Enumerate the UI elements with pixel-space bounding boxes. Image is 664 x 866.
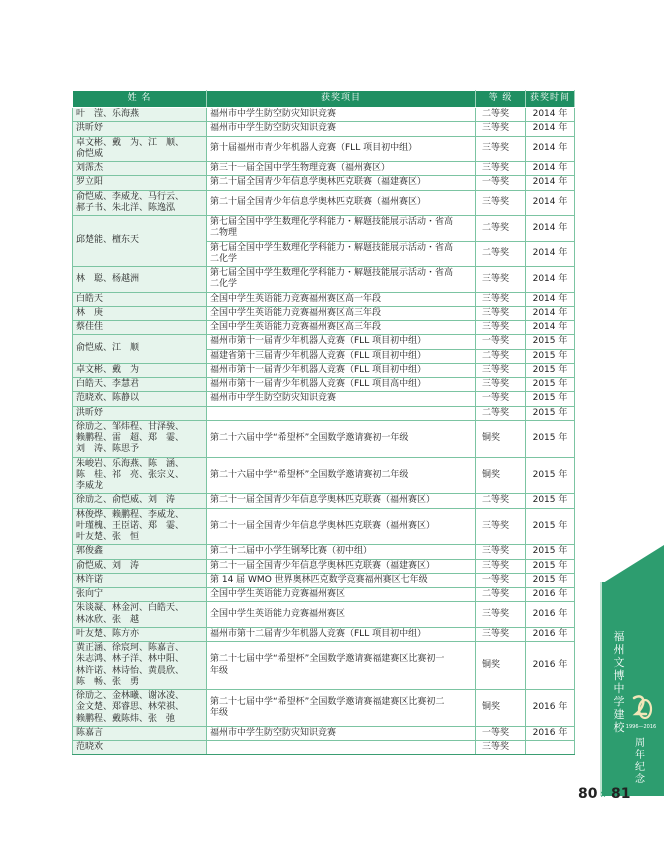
table-row — [73, 406, 575, 420]
winner-names: 叶 滢、乐海燕 — [73, 108, 207, 122]
award-item: 福州市中学生防空防灾知识竞赛 — [207, 726, 476, 740]
award-item — [207, 406, 476, 420]
table-row — [73, 690, 575, 727]
award-item: 福州市中学生防空防灾知识竞赛 — [207, 392, 476, 406]
winner-names: 罗立阳 — [73, 176, 207, 190]
award-grade: 一等奖 — [476, 335, 526, 349]
award-item: 福州市中学生防空防灾知识竞赛 — [207, 122, 476, 136]
award-year: 2015 年 — [526, 363, 575, 377]
awards-table — [72, 90, 575, 755]
award-grade: 铜奖 — [476, 690, 526, 727]
award-year: 2015 年 — [526, 349, 575, 363]
table-row — [73, 136, 575, 162]
anniversary-logo — [625, 690, 657, 732]
award-item: 第二十二届中小学生钢琴比赛（初中组） — [207, 545, 476, 559]
award-item: 福州市第十一届青少年机器人竞赛（FLL 项目高中组） — [207, 378, 476, 392]
award-grade: 二等奖 — [476, 241, 526, 267]
award-year: 2016 年 — [526, 690, 575, 727]
award-grade: 一等奖 — [476, 176, 526, 190]
award-year: 2014 年 — [526, 122, 575, 136]
award-item: 全国中学生英语能力竞赛福州赛区高三年段 — [207, 321, 476, 335]
award-grade: 二等奖 — [476, 349, 526, 363]
winner-names: 朱谈凝、林金河、白皓天、 林冰欣、张 越 — [73, 602, 207, 628]
winner-names: 俞恺威、李威龙、马行云、 郝子书、朱北洋、陈逸泓 — [73, 190, 207, 216]
table-row — [73, 190, 575, 216]
header-year: 获奖时间 — [526, 91, 575, 108]
award-year: 2015 年 — [526, 545, 575, 559]
table-row — [73, 162, 575, 176]
table-row — [73, 627, 575, 641]
award-item: 全国中学生英语能力竞赛福州赛区 — [207, 588, 476, 602]
award-item: 福州市第十一届青少年机器人竞赛（FLL 项目初中组） — [207, 363, 476, 377]
award-item: 第二十七届中学“希望杯”全国数学邀请赛福建赛区比赛初一 年级 — [207, 642, 476, 690]
award-item: 第二十七届中学“希望杯”全国数学邀请赛福建赛区比赛初二 年级 — [207, 690, 476, 727]
winner-names: 林 庚 — [73, 306, 207, 320]
award-grade: 铜奖 — [476, 420, 526, 457]
table-row — [73, 494, 575, 508]
award-grade: 三等奖 — [476, 267, 526, 293]
award-year: 2014 年 — [526, 241, 575, 267]
winner-names: 郭俊鑫 — [73, 545, 207, 559]
table-row — [73, 122, 575, 136]
award-grade: 一等奖 — [476, 392, 526, 406]
table-row — [73, 392, 575, 406]
award-year: 2016 年 — [526, 627, 575, 641]
page-number-separator: » — [600, 787, 608, 801]
award-grade: 三等奖 — [476, 363, 526, 377]
table-row — [73, 267, 575, 293]
award-grade: 三等奖 — [476, 627, 526, 641]
side-title: 福州文博中学建校 — [613, 630, 625, 734]
award-year: 2014 年 — [526, 321, 575, 335]
award-year: 2014 年 — [526, 267, 575, 293]
page-number-right: 81 — [611, 786, 631, 802]
award-grade: 三等奖 — [476, 292, 526, 306]
award-item: 第二十一届全国青少年信息学奥林匹克联赛（福州赛区） — [207, 508, 476, 545]
award-grade: 三等奖 — [476, 321, 526, 335]
award-year: 2015 年 — [526, 378, 575, 392]
award-year: 2015 年 — [526, 406, 575, 420]
award-grade: 三等奖 — [476, 741, 526, 755]
award-year: 2016 年 — [526, 642, 575, 690]
award-item: 第三十一届全国中学生物理竞赛（福州赛区） — [207, 162, 476, 176]
header-name: 姓 名 — [73, 91, 207, 108]
winner-names: 朱峻岩、乐海燕、陈 涵、 陈 桂、祁 亮、张宗义、 李威龙 — [73, 457, 207, 494]
winner-names: 蔡佳佳 — [73, 321, 207, 335]
award-year: 2014 年 — [526, 216, 575, 242]
award-item: 全国中学生英语能力竞赛福州赛区高一年段 — [207, 292, 476, 306]
award-year: 2015 年 — [526, 392, 575, 406]
winner-names: 俞恺威、江 顺 — [73, 335, 207, 364]
award-grade: 三等奖 — [476, 162, 526, 176]
award-year: 2014 年 — [526, 162, 575, 176]
award-item: 第二十六届中学“希望杯”全国数学邀请赛初一年级 — [207, 420, 476, 457]
table-row — [73, 363, 575, 377]
table-row — [73, 508, 575, 545]
award-grade: 二等奖 — [476, 108, 526, 122]
winner-names: 邱楚能、檀东天 — [73, 216, 207, 267]
table-row — [73, 457, 575, 494]
award-item: 第二十六届中学“希望杯”全国数学邀请赛初二年级 — [207, 457, 476, 494]
award-year: 2016 年 — [526, 602, 575, 628]
award-grade: 三等奖 — [476, 136, 526, 162]
header-grade: 等 级 — [476, 91, 526, 108]
table-row — [73, 588, 575, 602]
award-year: 2014 年 — [526, 292, 575, 306]
award-grade: 三等奖 — [476, 122, 526, 136]
award-item: 全国中学生英语能力竞赛福州赛区高三年段 — [207, 306, 476, 320]
anniversary-years: 1996—2016 — [625, 724, 657, 730]
award-item: 全国中学生英语能力竞赛福州赛区 — [207, 602, 476, 628]
award-item: 第二十一届全国青少年信息学奥林匹克联赛（福州赛区） — [207, 494, 476, 508]
award-year: 2016 年 — [526, 588, 575, 602]
award-grade: 三等奖 — [476, 559, 526, 573]
award-item: 第七届全国中学生数理化学科能力・解题技能展示活动・省高 二化学 — [207, 241, 476, 267]
winner-names: 洪昕妤 — [73, 406, 207, 420]
winner-names: 陈嘉言 — [73, 726, 207, 740]
award-year: 2015 年 — [526, 508, 575, 545]
winner-names: 林许诺 — [73, 573, 207, 587]
winner-names: 俞恺威、刘 涛 — [73, 559, 207, 573]
award-year: 2015 年 — [526, 559, 575, 573]
winner-names: 徐劢之、金林曦、谢冰凌、 金文楚、郑睿思、林荣祺、 赖鹏程、戴陈炜、张 弛 — [73, 690, 207, 727]
table-row — [73, 216, 575, 242]
award-year: 2014 年 — [526, 306, 575, 320]
winner-names: 徐劢之、邹炜程、甘泽骏、 赖鹏程、雷 超、郑 霎、 刘 涛、陈思予 — [73, 420, 207, 457]
award-item: 福州市中学生防空防灾知识竞赛 — [207, 108, 476, 122]
award-grade: 三等奖 — [476, 190, 526, 216]
table-row — [73, 545, 575, 559]
award-grade: 三等奖 — [476, 508, 526, 545]
table-row — [73, 420, 575, 457]
table-row — [73, 108, 575, 122]
award-grade: 三等奖 — [476, 378, 526, 392]
table-row — [73, 642, 575, 690]
winner-names: 白皓天、李慧君 — [73, 378, 207, 392]
award-grade: 一等奖 — [476, 573, 526, 587]
award-grade: 二等奖 — [476, 216, 526, 242]
award-grade: 铜奖 — [476, 457, 526, 494]
table-row — [73, 292, 575, 306]
award-grade: 三等奖 — [476, 545, 526, 559]
award-year: 2014 年 — [526, 176, 575, 190]
winner-names: 范晓欢 — [73, 741, 207, 755]
award-grade: 铜奖 — [476, 642, 526, 690]
award-item: 第七届全国中学生数理化学科能力・解题技能展示活动・省高 二化学 — [207, 267, 476, 293]
award-year: 2016 年 — [526, 726, 575, 740]
award-year: 2014 年 — [526, 108, 575, 122]
award-item: 福建省第十三届青少年机器人竞赛（FLL 项目初中组） — [207, 349, 476, 363]
winner-names: 黄正涵、徐宸珂、陈嘉言、 朱志鸿、林子洋、林中阳、 林许诺、林诗怡、黄晨欣、 陈 畅、张 勇 — [73, 642, 207, 690]
table-row — [73, 321, 575, 335]
table-row — [73, 602, 575, 628]
side-band — [600, 582, 664, 796]
award-year: 2015 年 — [526, 573, 575, 587]
side-subtitle: 周年纪念 — [635, 738, 645, 785]
table-row — [73, 335, 575, 349]
winner-names: 林 聪、杨越洲 — [73, 267, 207, 293]
award-item — [207, 741, 476, 755]
header-item: 获奖项目 — [207, 91, 476, 108]
winner-names: 洪昕妤 — [73, 122, 207, 136]
winner-names: 林俊烨、赖鹏程、李威龙、 叶瑾槐、王臣诺、郑 霎、 叶友楚、张 恒 — [73, 508, 207, 545]
award-year — [526, 741, 575, 755]
award-item: 福州市第十一届青少年机器人竞赛（FLL 项目初中组） — [207, 335, 476, 349]
award-year: 2015 年 — [526, 457, 575, 494]
table-row — [73, 741, 575, 755]
award-item: 福州市第十二届青少年机器人竞赛（FLL 项目初中组） — [207, 627, 476, 641]
award-grade: 二等奖 — [476, 494, 526, 508]
side-band-rule — [600, 582, 602, 796]
winner-names: 卓文彬、戴 为、江 顺、 俞恺威 — [73, 136, 207, 162]
table-row — [73, 176, 575, 190]
award-year: 2014 年 — [526, 190, 575, 216]
award-year: 2015 年 — [526, 494, 575, 508]
page-number-left: 80 — [578, 786, 598, 802]
award-grade: 一等奖 — [476, 726, 526, 740]
winner-names: 范晓欢、陈静以 — [73, 392, 207, 406]
winner-names: 叶友楚、陈方亦 — [73, 627, 207, 641]
award-year: 2015 年 — [526, 420, 575, 457]
winner-names: 刘霈杰 — [73, 162, 207, 176]
table-row — [73, 378, 575, 392]
table-body — [73, 108, 575, 755]
award-grade: 二等奖 — [476, 588, 526, 602]
table-row — [73, 306, 575, 320]
award-item: 第二十届全国青少年信息学奥林匹克联赛（福建赛区） — [207, 176, 476, 190]
award-item: 第 14 届 WMO 世界奥林匹克数学竞赛福州赛区七年级 — [207, 573, 476, 587]
award-year: 2015 年 — [526, 335, 575, 349]
table-header-row — [73, 91, 575, 108]
award-grade: 三等奖 — [476, 306, 526, 320]
side-band-diagonal — [600, 545, 664, 585]
winner-names: 张向宁 — [73, 588, 207, 602]
winner-names: 卓文彬、戴 为 — [73, 363, 207, 377]
award-item: 第二十一届全国青少年信息学奥林匹克联赛（福建赛区） — [207, 559, 476, 573]
winner-names: 白皓天 — [73, 292, 207, 306]
award-grade: 二等奖 — [476, 406, 526, 420]
award-grade: 三等奖 — [476, 602, 526, 628]
award-item: 第二十届全国青少年信息学奥林匹克联赛（福州赛区） — [207, 190, 476, 216]
award-year: 2014 年 — [526, 136, 575, 162]
award-item: 第七届全国中学生数理化学科能力・解题技能展示活动・省高 二物理 — [207, 216, 476, 242]
award-item: 第十届福州市青少年机器人竞赛（FLL 项目初中组） — [207, 136, 476, 162]
table-row — [73, 559, 575, 573]
winner-names: 徐劢之、俞恺威、刘 涛 — [73, 494, 207, 508]
table-row — [73, 726, 575, 740]
table-row — [73, 573, 575, 587]
